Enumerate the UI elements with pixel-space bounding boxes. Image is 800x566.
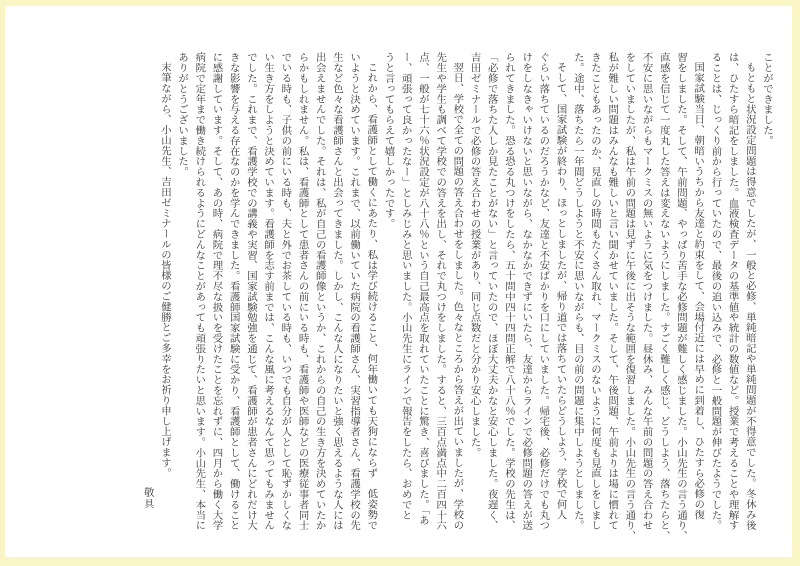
letter-line: 出会えませんでした。それは、私が自己の看護師像というか、これからの自己の生き方を決めていたか [313,52,325,531]
letter-line: でいる時も、子供の前にいる時も、夫と外でお茶している時も、いつでも自分が人として恥ずかしくな [279,52,291,531]
letter-line: 末筆ながら、小山先生、吉田ゼミナールの皆様のご健勝とご多幸をお祈り申し上げます。 [158,62,170,479]
letter-line: 点、一般が七十六％状況設定が八十八％という自己最高点を取れていたことに驚き、喜びました。「あ [416,52,428,526]
letter-line: これから、看護師として働くにあたり、私は学び続けること、何年働いても天狗にならず 低姿勢で [365,62,377,531]
letter-line: られてきました。恐る恐る丸つけをしたら、五十問中四十四問正解で八十八％でした。学校の先生は、 [502,52,514,531]
letter-closing-word: 敬具 [141,487,153,510]
letter-line: た。途中、落ちたら一年間どうしようと不安に思いながらも、目の前の問題に集中しようとしました。 [571,52,583,531]
letter-line: 私が難しい問題はみんなも難しいと言い聞かせていました。そして、午後問題、午前よりは場に慣れて [606,52,618,531]
letter-line: 国家試験当日、朝暗いうちから友達と約束をして、会場付近には早めに到着し、ひたすら必修の復 [692,62,704,520]
letter-body [138,52,775,544]
letter-line: に感謝しています。そして、あの時、病院で理不尽な扱いを受けたことを忘れずに、四月から働く大学 [210,52,222,531]
letter-line: 先生や学生も調べて学校での答えを出し、それで丸つけをしました。すると、三百点満点中二百四十六 [434,52,446,531]
letter-line: 不安に思いながらもマークミスの無いように気をつけました。昼休み、みんな午前の問題の答え合わせ [640,52,652,531]
letter-line: らかもしれません。私は、看護師として患者さんの前にいる時も、看護師や医師などの医療従事者同士 [296,52,308,531]
letter-line: そして、国家試験が終わり、ほっとしましたが、帰り道では落ちていたらどうしよう、学校で何人 [554,62,566,520]
letter-line: は、ひたすら暗記をしました。血液検査データの基準値や統計の数値など。授業で考えることや理解す [726,52,738,531]
letter-line: 病院で定年まで働き続けられるようにどんなことがあっても頑張りたいと思います。小山先生、本当に [193,52,205,531]
letter-line: い生き方をしようと決めています。看護師を志す前までは、こんな風に考えるなんて思ってもみません [262,52,274,531]
letter-line: きな影響を与える存在なのかを学んできました。看護師国家試験に受かり、看護師として、働けること [227,52,239,531]
letter-line: をしていましたが、私は午前の問題は見ずに午後に出そうな範囲を復習しました。小山先生の言う通り、 [623,52,635,541]
letter-line: きたこともあったのか、見直しの時間もたくさん取れ、マークミスのないように何度も見直しをしまし [588,52,600,531]
letter-page [5,6,792,557]
letter-line: でした。これまで、看護学校での講義や実習、国家試験勉強を通じて、看護師が患者さんにどれだけ大 [244,52,256,531]
letter-line: 直感を信じて一度丸した答えは変えないようにしました。すごく難しく感じ、どうしよう、落ちたらと、 [657,52,669,541]
letter-line: いようと決めています。これまで、以前働いていた病院の看護師さん、実習指導者さん、看護学校の先 [348,52,360,531]
letter-line: 生など色々な看護師さんと出会ってきました。しかし、こんな人になりたいと強く思えるような人には [330,52,342,531]
letter-line: ー、頑張って良かったなー」としみじみと思いました。小山先生にラインで報告をしたら、おめでと [399,52,411,520]
letter-line: ことができました。 [761,52,772,146]
letter-line: ることは、じっくり前から行っていたので、最後の追い込みで、必修と一般問題が伸びたようでした。 [709,52,721,531]
letter-line: 「必修で落ちた人しか見たことがない」と言っていたので、ほぼ大丈夫かなと安心しました。夜遅く、 [485,52,497,531]
letter-line: 習をしました。そして、午前問題、やっぱり苦手な必修問題が難しく感じました。小山先生の言う通り、 [674,52,686,541]
letter-line: うと言ってもらえて嬉しかったです。 [382,52,394,229]
letter-line: もともと状況設定問題は得意でしたが、一般と必修、単純暗記や単純問題が不得意でした。冬休み後 [743,62,755,531]
letter-line: ぐらい落ちているのだろうかなど、友達と不安ばかりを口にしていました。帰宅後、必修だけでも丸つ [537,52,549,531]
letter-line: ありがとうございました。 [176,52,188,177]
letter-line: けをしなきゃいけないと思いながら、なかなかできずにいたら、友達からラインで必修問題の答えが送 [520,52,532,531]
letter-line: 吉田ゼミナールで必修の答え合わせの授業があり、同じ点数だと分かり安心しました。 [468,52,480,458]
letter-line: 翌日、学校で全ての問題の答え合わせをしました。色々なところから答えが出ていましたが、学校の [451,62,463,531]
